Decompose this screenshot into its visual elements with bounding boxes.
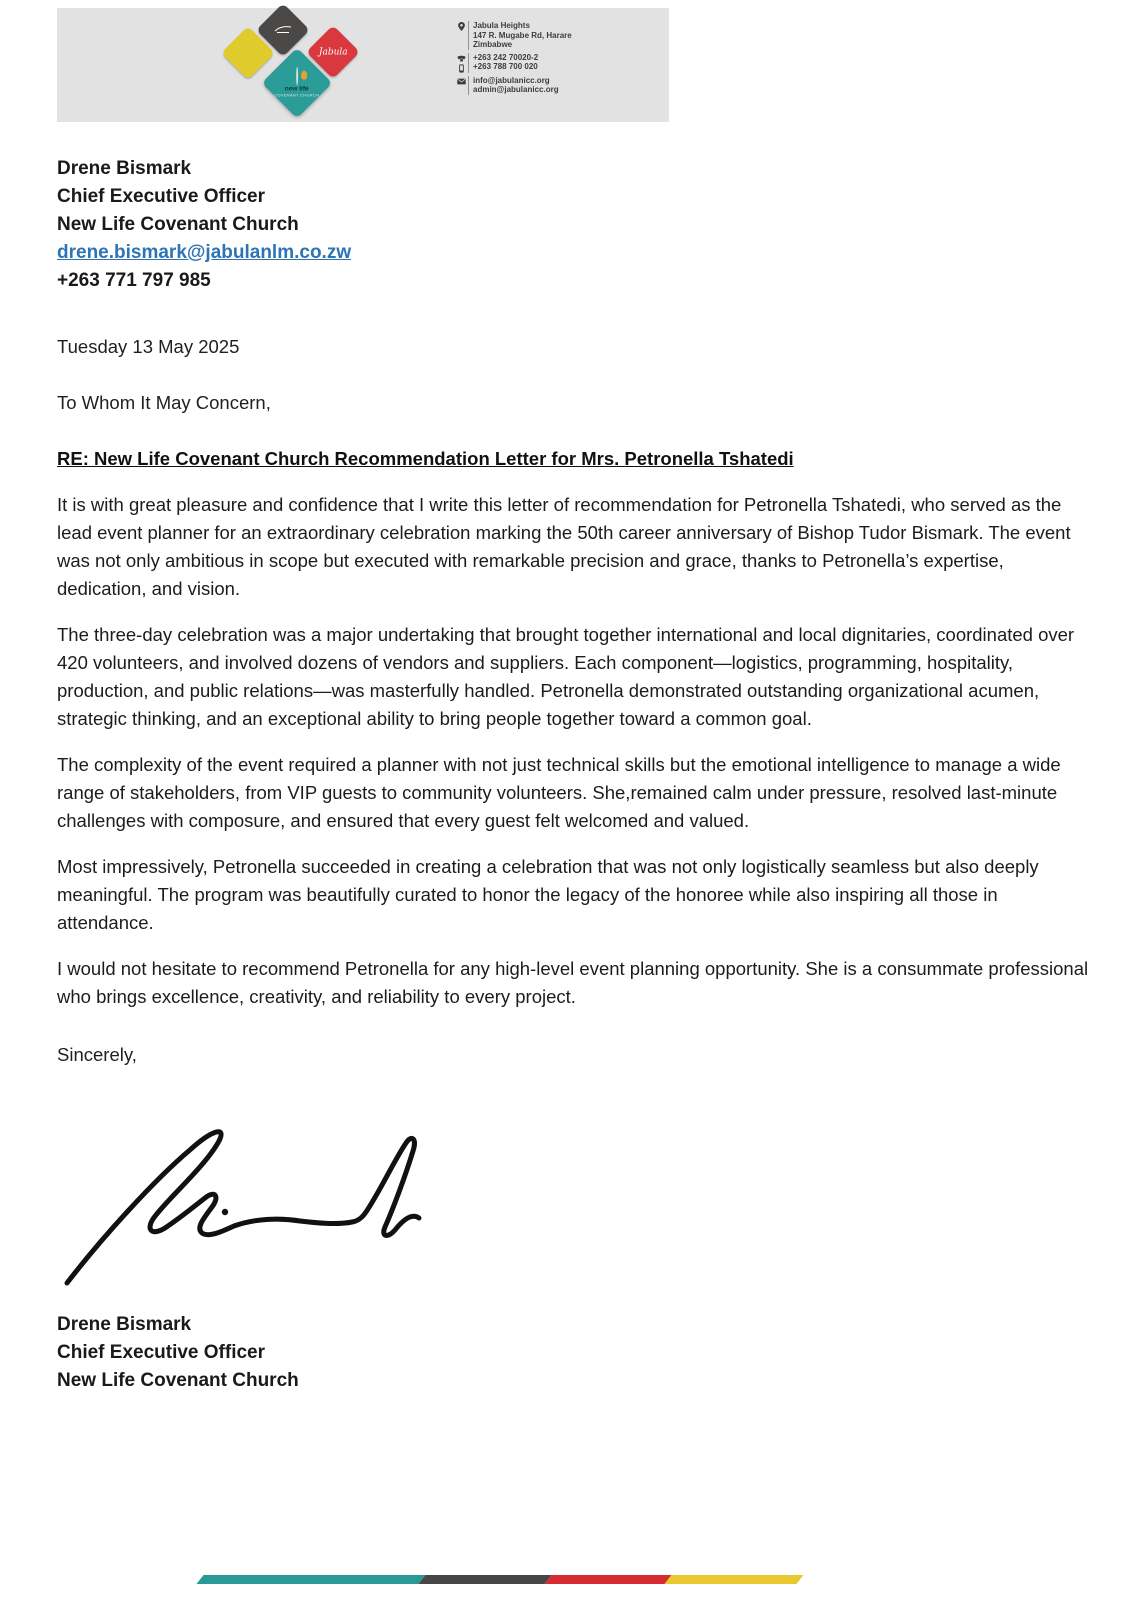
email-envelope-icon [457,77,466,86]
closing-name: Drene Bismark [57,1314,192,1335]
contact-email-group [454,76,572,95]
letter-paragraph: It is with great pleasure and confidence that I write this letter of recommendation for Petronella Tshatedi, who served as the lead event planner for an extraordinary celebration marking the 50th career anniversary of Bishop Tudor Bismark. The event was not only ambitious in scope but executed with remarkable precision and grace, thanks to Petronella’s expertise, dedication, and vision. [57,494,1071,599]
footer-stripe-yellow-segment [664,1575,803,1584]
letterhead-contact [454,21,572,98]
closing-block [57,1311,1091,1395]
sender-title: Chief Executive Officer [57,186,266,207]
sender-organization: New Life Covenant Church [57,214,299,235]
letter-paragraph: I would not hesitate to recommend Petronella for any high-level event planning opportunity. She is a consummate professional who brings excellence, creativity, and reliability to every project. [57,958,1089,1007]
letter-page [0,8,1146,1615]
contact-email-line: info@jabulanicc.org [473,75,550,85]
contact-email-line: admin@jabulanicc.org [473,85,559,94]
newlife-label: new life [285,85,309,93]
newlife-globe-icon [296,67,298,86]
jabula-script-label: Jabula [318,47,348,57]
valediction: Sincerely, [57,1044,137,1065]
letter-paragraph: The complexity of the event required a planner with not just technical skills but the emotional intelligence to manage a wide range of stakeholders, from VIP guests to community volunteers. She,remained calm under pressure, resolved last-minute challenges with composure, and ensured that every guest felt welcomed and valued. [57,754,1061,831]
contact-phone-line: +263 788 700 020 [473,62,538,71]
footer-stripe-dark-segment [418,1575,551,1584]
date-line: Tuesday 13 May 2025 [57,336,240,357]
sender-name: Drene Bismark [57,158,192,179]
contact-address-group [454,21,572,50]
phone-icon [457,54,466,63]
footer-stripe-red-segment [544,1575,671,1584]
sender-phone: +263 771 797 985 [57,270,211,291]
covenant-church-label: COVENANT CHURCH [274,92,320,98]
contact-address-line: Jabula Heights [473,21,530,30]
contact-address-line: Zimbabwe [473,40,513,49]
letterhead [57,8,669,122]
foundation-emblem-icon [273,21,293,39]
subject-line: RE: New Life Covenant Church Recommendation Letter for Mrs. Petronella Tshatedi [57,448,794,469]
letter-paragraph: Most impressively, Petronella succeeded in creating a celebration that was not only logistically seamless but also deeply meaningful. The program was beautifully curated to honor the legacy of the honoree while also inspiring all those in attendance. [57,856,1039,933]
contact-phone-line: +263 242 70020-2 [473,52,539,62]
contact-phone-group [454,53,572,73]
closing-organization: New Life Covenant Church [57,1370,299,1391]
logo [112,8,348,122]
location-pin-icon [457,22,466,31]
contact-address-line: 147 R. Mugabe Rd, Harare [473,30,572,40]
footer-stripe [200,1575,800,1584]
mobile-phone-icon [457,64,466,73]
signature-image [53,1097,433,1292]
letter-paragraph: The three-day celebration was a major undertaking that brought together international and local dignitaries, coordinated over 420 volunteers, and involved dozens of vendors and suppliers. Each component—logistics, programming, hospitality, production, and public relations—was masterfully handled. Petronella demonstrated outstanding organizational acumen, strategic thinking, and an exceptional ability to bring people together toward a common goal. [57,624,1075,729]
sender-email-link[interactable]: drene.bismark@jabulanlm.co.zw [57,242,352,263]
closing-title: Chief Executive Officer [57,1342,266,1363]
salutation: To Whom It May Concern, [57,392,271,413]
sender-block [57,155,1091,295]
footer-stripe-teal-segment [196,1575,425,1584]
